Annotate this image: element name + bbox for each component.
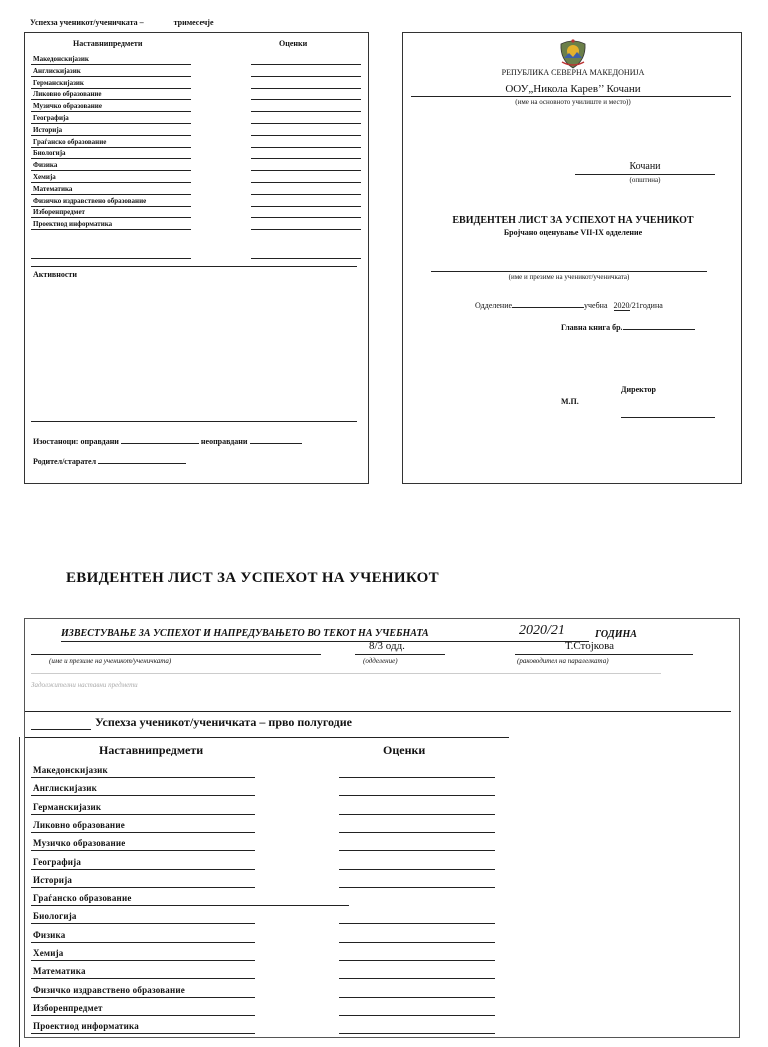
left-subject-underline [31, 135, 191, 136]
left-header-text: Успехза ученикот/ученичката – тримесечје [30, 18, 214, 27]
form-grade-field[interactable] [339, 795, 495, 796]
left-subject-underline [31, 99, 191, 100]
left-grade-field[interactable] [251, 76, 361, 77]
caption-student: (име и презиме на ученикот/ученичката) [49, 657, 172, 665]
left-subject-underline [31, 158, 191, 159]
form-subject-row: Македонскијазик [33, 765, 108, 775]
form-subject-underline [31, 960, 255, 961]
form-year: 2020/21 [519, 623, 565, 638]
left-grade-field[interactable] [251, 170, 361, 171]
left-col-grades: Оценки [279, 39, 308, 48]
absences-row: Изостаноци: оправдани неоправдани [33, 437, 302, 446]
left-subject-row: Проектиод информатика [33, 220, 113, 229]
left-grade-field[interactable] [251, 64, 361, 65]
form-grade-field[interactable] [339, 997, 495, 998]
right-panel-subtitle: Бројчано оценување VII-IX одделение [503, 228, 643, 237]
form-subject-underline [31, 850, 255, 851]
left-subject-underline [31, 76, 191, 77]
left-subject-row: Географија [33, 114, 69, 122]
right-panel [402, 32, 742, 484]
form-grade-field[interactable] [339, 850, 495, 851]
left-subject-row: Историја [33, 125, 63, 134]
form-grade-field[interactable] [339, 923, 495, 924]
form-grade-field[interactable] [339, 869, 495, 870]
parent-row: Родител/старател [33, 457, 186, 466]
school-caption: (име на основното училиште и место)) [515, 98, 631, 106]
right-panel-title: ЕВИДЕНТЕН ЛИСТ ЗА УСПЕХОТ НА УЧЕНИКОТ [452, 215, 694, 226]
form-grade-field[interactable] [339, 978, 495, 979]
left-grade-field[interactable] [251, 123, 361, 124]
form-subject-underline [31, 923, 255, 924]
form-subject-underline [31, 1015, 255, 1016]
form-subject-row: Физика [33, 929, 66, 940]
form-left-rule [19, 737, 20, 1047]
form-subject-underline [31, 814, 255, 815]
left-grade-field[interactable] [251, 158, 361, 159]
form-subject-underline [31, 942, 255, 943]
school-name: ООУ„Никола Карев’’ Кочани [505, 83, 641, 95]
form-teacher-value: Т.Стојкова [565, 640, 614, 652]
left-subject-row: Македонскијазик [33, 55, 89, 63]
left-subject-underline [31, 182, 191, 183]
form-heading: ИЗВЕСТУВАЊЕ ЗА УСПЕХОТ И НАПРЕДУВАЊЕТО ВО ТЕКОТ НА УЧЕБНАТА [61, 628, 429, 639]
faint-note: Задолжителни наставни предмети [31, 681, 138, 689]
left-subject-underline [31, 123, 191, 124]
municipality-caption: (општина) [629, 176, 661, 184]
left-grade-field[interactable] [251, 217, 361, 218]
left-subject-row: Физичко издравствено образование [33, 196, 147, 205]
seal-label: М.П. [561, 397, 579, 406]
left-col-subjects: Наставнипредмети [73, 39, 143, 48]
left-grade-field[interactable] [251, 111, 361, 112]
form-subject-row: Музичко образование [33, 838, 126, 849]
left-subject-underline [31, 170, 191, 171]
caption-teacher: (раководител на паралелката) [517, 657, 609, 665]
form-subject-underline [31, 795, 255, 796]
left-grade-field[interactable] [251, 135, 361, 136]
left-subject-row: Хемија [33, 173, 56, 181]
form-subject-row: Хемија [33, 948, 64, 958]
form-subject-row: Историја [33, 874, 73, 885]
form-class-value: 8/3 одд. [369, 640, 405, 652]
left-panel [24, 32, 369, 484]
report-form [24, 618, 740, 1038]
left-subject-underline [31, 194, 191, 195]
left-grade-field[interactable] [251, 88, 361, 89]
form-subject-underline [31, 997, 255, 998]
form-subject-row: Изборенпредмет [33, 1002, 103, 1013]
left-subject-row: Германскијазик [33, 78, 84, 87]
form-grade-field[interactable] [339, 942, 495, 943]
activities-label: Активности [33, 270, 77, 279]
form-grade-field[interactable] [339, 960, 495, 961]
left-subject-row: Изборенпредмет [33, 208, 85, 217]
form-col-subjects: Наставнипредмети [99, 743, 204, 757]
form-grade-field[interactable] [339, 832, 495, 833]
form-subject-underline [31, 777, 255, 778]
form-subject-underline [31, 832, 255, 833]
form-subject-underline [31, 869, 255, 870]
form-subject-row: Физичко издравствено образование [33, 984, 185, 995]
left-grade-field[interactable] [251, 182, 361, 183]
left-subject-underline [31, 229, 191, 230]
form-subject-underline [31, 1033, 255, 1034]
left-grade-field[interactable] [251, 99, 361, 100]
form-subject-row: Граѓанско образование [33, 893, 132, 904]
left-subject-row: Граѓанско образование [33, 137, 107, 146]
left-subject-row: Математика [33, 184, 73, 193]
student-caption: (име и презиме на ученикот/ученичката) [508, 273, 630, 281]
form-subject-row: Германскијазик [33, 801, 102, 812]
left-subject-row: Англискијазик [33, 66, 81, 75]
republic-name: РЕПУБЛИКА СЕВЕРНА МАКЕДОНИЈА [501, 68, 645, 77]
left-subject-row: Ликовно образование [33, 90, 102, 99]
form-subject-row: Биологија [33, 911, 77, 922]
form-subject-underline [31, 905, 349, 906]
register-row: Главна книга бр. [561, 323, 695, 332]
form-grade-field[interactable] [339, 1033, 495, 1034]
left-subject-underline [31, 217, 191, 218]
form-subject-underline [31, 978, 255, 979]
form-subject-row: Математика [33, 966, 86, 977]
form-subject-row: Ликовно образование [33, 819, 125, 830]
form-subject-row: Географија [33, 856, 82, 867]
left-grade-field[interactable] [251, 229, 361, 230]
form-grade-field[interactable] [339, 777, 495, 778]
form-grade-field[interactable] [339, 1015, 495, 1016]
coat-of-arms-icon [558, 38, 588, 70]
form-grade-field[interactable] [339, 814, 495, 815]
left-subject-row: Биологија [33, 149, 66, 158]
left-subject-underline [31, 88, 191, 89]
form-col-grades: Оценки [383, 743, 426, 757]
form-grade-field[interactable] [339, 887, 495, 888]
left-subject-row: Физика [33, 161, 58, 170]
left-subject-underline [31, 111, 191, 112]
left-grade-field[interactable] [251, 206, 361, 207]
form-subject-underline [31, 887, 255, 888]
left-subject-underline [31, 64, 191, 65]
form-heading-end: ГОДИНА [595, 629, 637, 640]
form-subject-row: Проектиод информатика [33, 1021, 139, 1032]
left-grade-field[interactable] [251, 147, 361, 148]
director-label: Директор [621, 385, 656, 394]
class-year-row: Одделение учебна 2020/21година [475, 301, 663, 310]
left-subject-underline [31, 147, 191, 148]
left-grade-field[interactable] [251, 194, 361, 195]
main-title: ЕВИДЕНТЕН ЛИСТ ЗА УСПЕХОТ НА УЧЕНИКОТ [66, 570, 439, 586]
left-subject-row: Музичко образование [33, 102, 102, 111]
form-subject-row: Англискијазик [33, 783, 98, 794]
semester-title: Успехза ученикот/ученичката – прво полугодие [95, 715, 352, 729]
left-subject-underline [31, 206, 191, 207]
municipality-name: Кочани [629, 161, 661, 172]
caption-class: (одделение) [363, 657, 398, 665]
